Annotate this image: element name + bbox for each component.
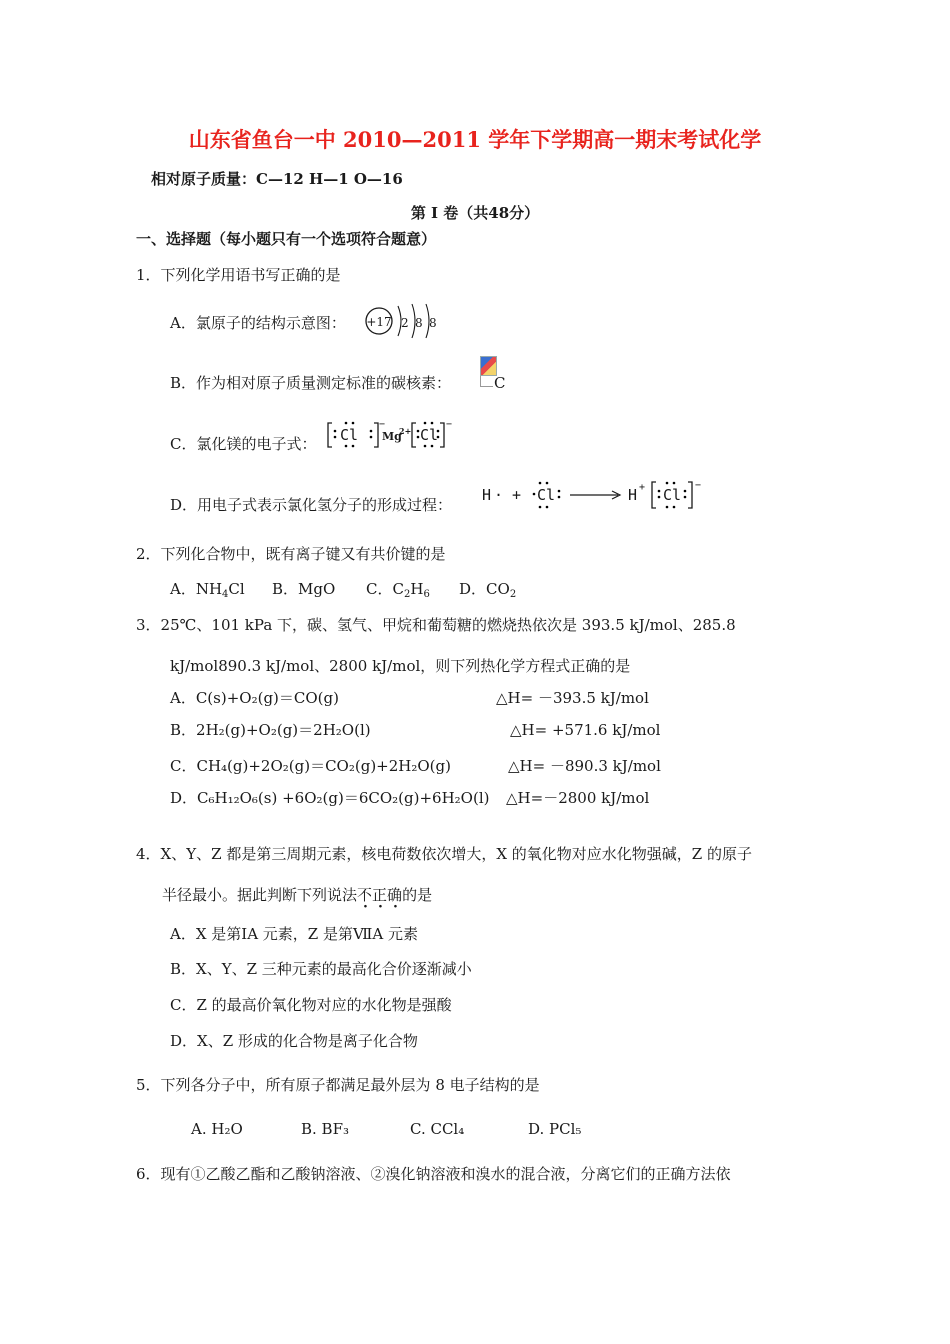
cl-ion-charge: − [695, 480, 702, 491]
q2-option-d: D．$CO_2$ [459, 580, 517, 600]
q1-stem: 1．下列化学用语书写正确的是 [136, 266, 341, 284]
q4-option-d: D．X、Z 形成的化合物是离子化合物 [170, 1032, 418, 1050]
q6-stem: 6．现有①乙酸乙酯和乙酸钠溶液、②溴化钠溶液和溴水的混合液，分离它们的正确方法依 [136, 1165, 731, 1183]
cl-ion-symbol: Cl [663, 486, 682, 504]
image-placeholder-frame [480, 376, 493, 387]
q5-option-b: B. BF₃ [301, 1120, 350, 1138]
hcl-formation-diagram [478, 476, 710, 512]
q3-stem-line1: 3．25℃、101 kPa 下，碳、氢气、甲烷和葡萄糖的燃烧热依次是 393.5 kJ/mol、285.8 [136, 616, 736, 634]
q4-option-a: A．X 是第ⅠA 元素，Z 是第ⅦA 元素 [170, 925, 418, 943]
mg-symbol: Mg [382, 430, 402, 443]
section-heading: 一、选择题（每小题只有一个选项符合题意） [136, 230, 437, 248]
q2-option-c: C．$C_2H_6$ [366, 580, 430, 600]
h-ion-symbol: H [628, 486, 638, 504]
mgcl2-electron-formula [326, 418, 462, 452]
atom-nucleus-label: +17 [366, 315, 392, 329]
q1-option-d: D．用电子式表示氯化氢分子的形成过程： [170, 496, 453, 514]
q5-option-c: C. CCl₄ [410, 1120, 465, 1138]
h-electron-dot: · [494, 486, 504, 504]
q3-option-c-enthalpy: △H= －890.3 kJ/mol [508, 757, 661, 775]
q3-option-a-enthalpy: △H= －393.5 kJ/mol [496, 689, 649, 707]
atom-shell-1: 2 [401, 316, 409, 330]
atom-shell-3: 8 [429, 316, 437, 330]
q5-option-d: D. PCl₅ [528, 1120, 582, 1138]
q3-option-b-equation: B．2H₂(g)+O₂(g)＝2H₂O(l) [170, 721, 371, 739]
cl-atom-symbol: Cl [537, 486, 556, 504]
q3-option-a-equation: A．C(s)+O₂(g)＝CO(g) [170, 689, 339, 707]
q4-option-c: C．Z 的最高价氧化物对应的水化物是强酸 [170, 996, 452, 1014]
q2-option-a: A．$NH_4Cl$ [170, 580, 245, 600]
q3-stem-line2: kJ/mol890.3 kJ/mol、2800 kJ/mol，则下列热化学方程式正确的是 [170, 657, 631, 675]
page-title: 山东省鱼台一中 2010—2011 学年下学期高一期末考试化学 [188, 127, 762, 152]
q3-option-b-enthalpy: △H= +571.6 kJ/mol [510, 721, 661, 739]
cl-left-charge: − [379, 419, 386, 430]
h-atom-symbol: H [482, 486, 492, 504]
q5-option-a: A. H₂O [191, 1120, 243, 1138]
q3-option-d-enthalpy: △H=－2800 kJ/mol [506, 789, 650, 807]
plus-sign: + [512, 486, 522, 504]
atomic-mass-line: 相对原子质量：C—12 H—1 O—16 [151, 170, 403, 188]
carbon-symbol: C [494, 374, 506, 392]
cl-left-symbol: Cl [340, 426, 359, 444]
q5-stem: 5．下列各分子中，所有原子都满足最外层为 8 电子结构的是 [136, 1076, 540, 1094]
q1-option-b: B．作为相对原子质量测定标准的碳核素： [170, 374, 452, 392]
q4-stem-line2: 半径最小。据此判断下列说法不正确的是 [162, 886, 433, 904]
q1-option-c: C．氯化镁的电子式： [170, 435, 317, 453]
atom-shell-2: 8 [415, 316, 423, 330]
q4-stem-line1: 4．X、Y、Z 都是第三周期元素，核电荷数依次增大，X 的氧化物对应水化物强碱，Z 的原子 [136, 845, 752, 863]
cl-right-symbol: Cl [420, 426, 439, 444]
h-ion-charge: + [639, 482, 646, 493]
volume-heading: 第 I 卷（共48分） [410, 204, 540, 222]
q3-option-c-equation: C．CH₄(g)+2O₂(g)＝CO₂(g)+2H₂O(g) [170, 757, 451, 775]
q4-option-b: B．X、Y、Z 三种元素的最高化合价逐渐减小 [170, 960, 472, 978]
cl-right-charge: − [446, 419, 453, 430]
q2-stem: 2．下列化合物中，既有离子键又有共价键的是 [136, 545, 446, 563]
q3-option-d-equation: D．C₆H₁₂O₆(s) +6O₂(g)＝6CO₂(g)+6H₂O(l) [170, 789, 490, 807]
atom-structure-diagram [362, 300, 442, 344]
q2-option-b: B．MgO [272, 580, 336, 598]
q1-option-a: A．氯原子的结构示意图： [170, 314, 346, 332]
mg-charge: 2+ [399, 426, 412, 436]
